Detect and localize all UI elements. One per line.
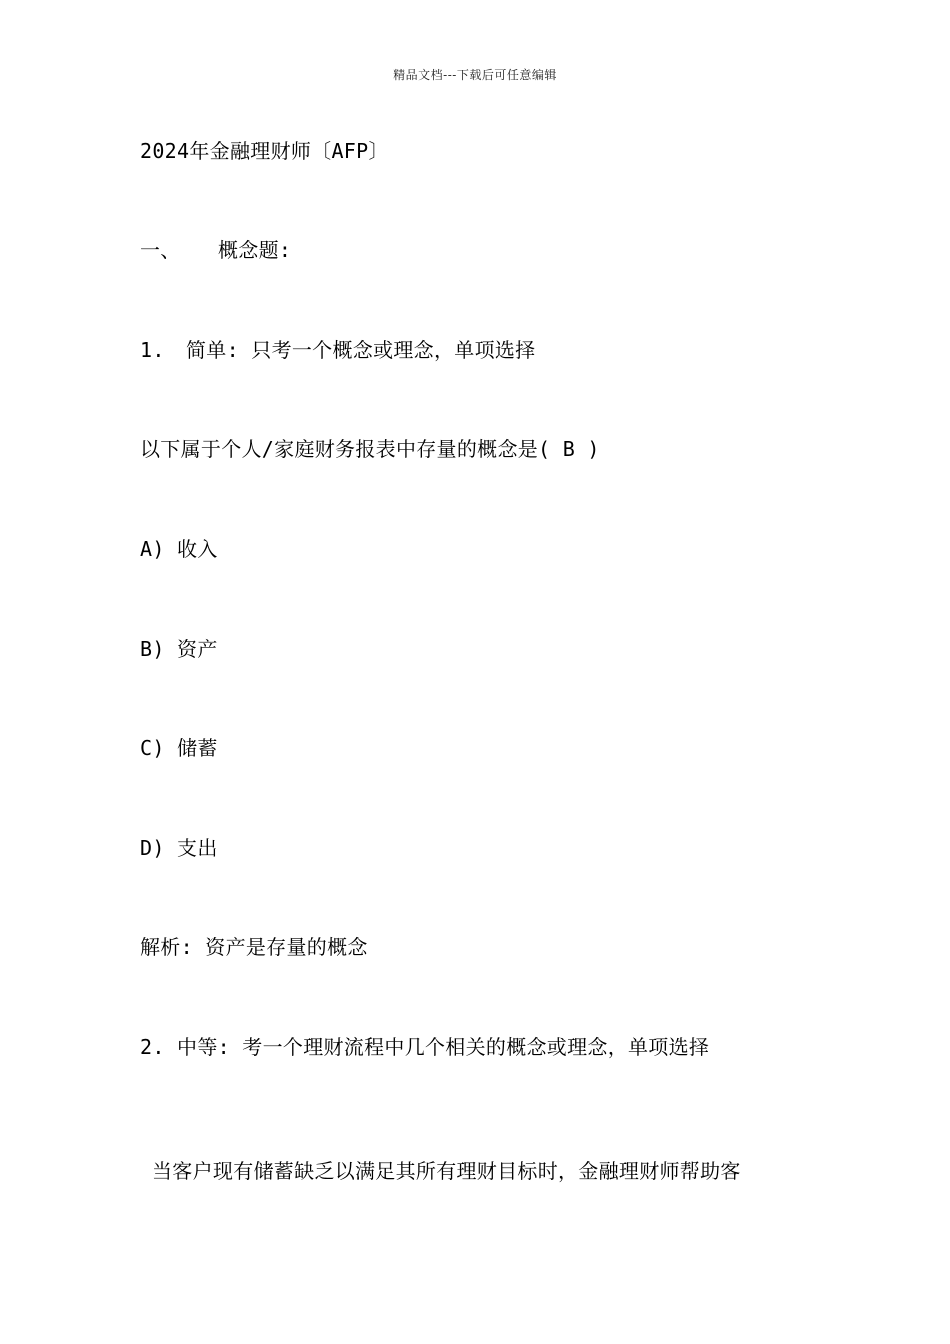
question-1-number: 1.: [140, 338, 165, 362]
question-2-stem: 当客户现有储蓄缺乏以满足其所有理财目标时，金融理财师帮助客: [152, 1159, 741, 1183]
document-title: 2024年金融理财师〔AFP〕: [140, 139, 389, 163]
question-1-stem: 以下属于个人/家庭财务报表中存量的概念是( B ): [140, 437, 600, 461]
question-2-heading: 2. 中等: 考一个理财流程中几个相关的概念或理念，单项选择: [140, 1035, 710, 1059]
option-a: A) 收入: [140, 537, 218, 561]
option-c: C) 储蓄: [140, 736, 218, 760]
option-b: B) 资产: [140, 637, 218, 661]
question-1-heading: [140, 337, 535, 363]
question-1-description: 简单: 只考一个概念或理念，单项选择: [186, 338, 536, 362]
section-label: 概念题:: [218, 238, 292, 262]
section-number: 一、: [140, 238, 181, 262]
page-header: 精品文档---下载后可任意编辑: [393, 68, 557, 82]
question-1-explanation: 解析: 资产是存量的概念: [140, 935, 368, 959]
option-d: D) 支出: [140, 836, 218, 860]
section-heading: [140, 237, 291, 263]
